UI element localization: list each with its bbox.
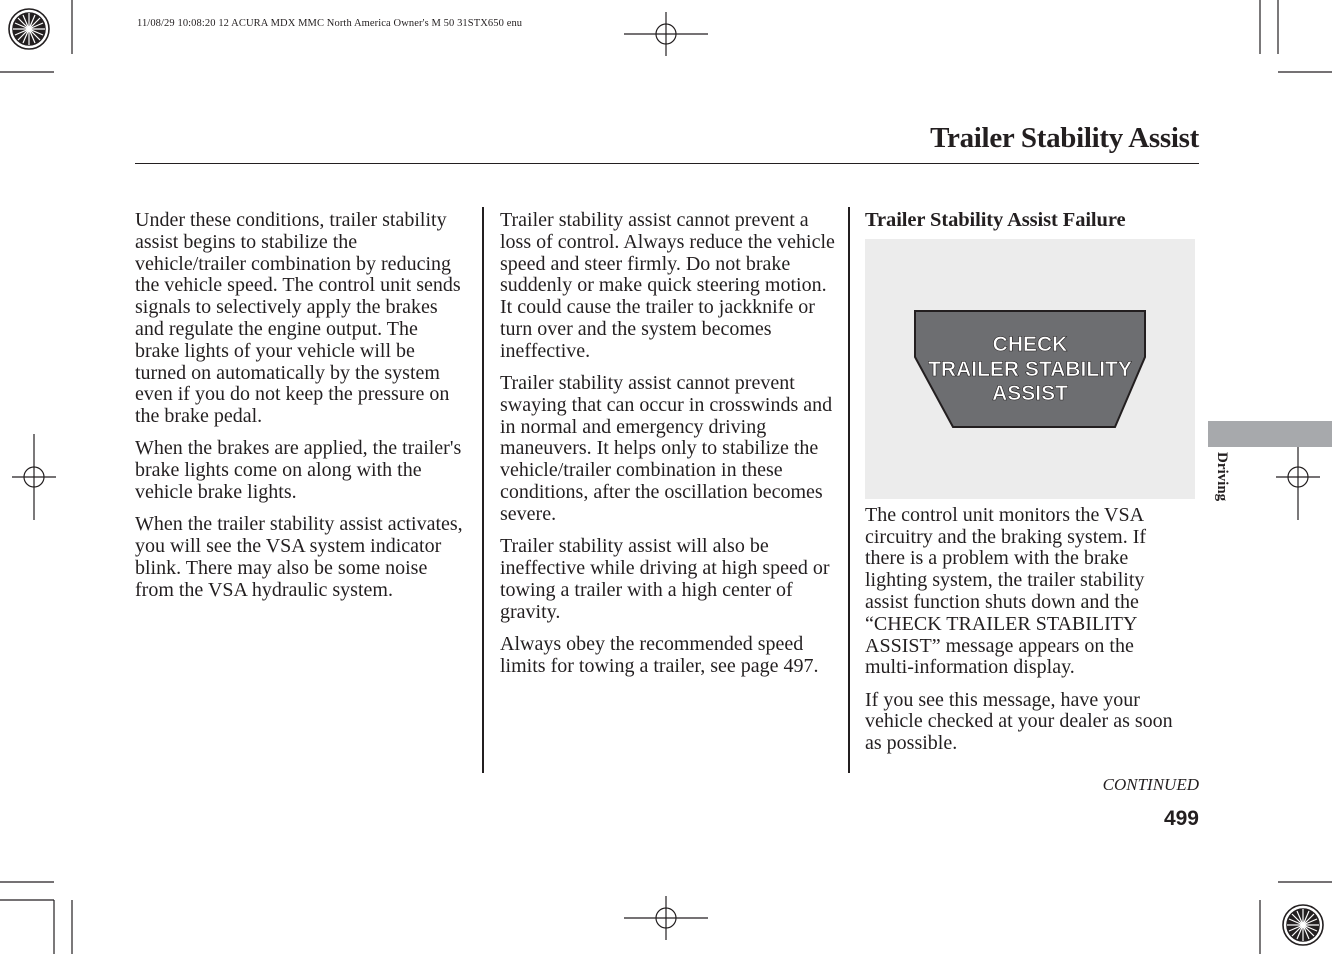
paragraph: If you see this message, have your vehicle checked at your dealer as soon as possible. [865,688,1173,755]
print-header: 11/08/29 10:08:20 12 ACURA MDX MMC North America Owner's M 50 31STX650 enu [137,18,523,29]
paragraph: Trailer stability assist cannot prevent a loss of control. Always reduce the vehicle speed and steer firmly. Do not brake suddenly or make quick steering motion. It could cause the trailer to jackknife or turn over and the system becomes ineffective. [500,209,835,362]
display-line-1: CHECK [992,332,1068,356]
title-rule [135,163,1199,164]
paragraph: The control unit monitors the VSA circuitry and the braking system. If there is a problem with the brake lighting system, the trailer stability assist function shuts down and the “CHECK TRAILER STABILITY ASSIST” message appears on the multi-information display. [865,503,1147,679]
section-heading: Trailer Stability Assist Failure [865,209,1126,231]
paragraph: Always obey the recommended speed limits for towing a trailer, see page 497. [500,632,819,677]
side-tab [1208,421,1332,447]
multi-info-display [865,239,1195,499]
paragraph: Under these conditions, trailer stability assist begins to stabilize the vehicle/trailer combination by reducing the vehicle speed. The control unit sends signals to selectively apply the brakes and regulate the engine output. The brake lights of your vehicle will be turned on automatically by the system even if you do not keep the pressure on the brake pedal. [135,209,461,428]
paragraph: When the brakes are applied, the trailer's brake lights come on along with the vehicle brake lights. [135,437,462,504]
continued-label: CONTINUED [1102,775,1199,794]
paragraph: Trailer stability assist will also be ineffective while driving at high speed or towing a trailer with a high center of gravity. [500,535,830,623]
display-line-3: ASSIST [992,381,1068,405]
column-divider-2 [848,207,850,773]
page-number: 499 [1163,807,1199,830]
column-2 [500,210,836,688]
side-tab-label: Driving [1214,452,1230,502]
column-1 [135,210,465,612]
page-title: Trailer Stability Assist [930,122,1199,154]
column-3 [865,210,1187,766]
display-illustration [865,239,1195,499]
column-divider-1 [482,207,484,773]
display-line-2: TRAILER STABILITY [928,357,1132,381]
paragraph: Trailer stability assist cannot prevent swaying that can occur in crosswinds and in normal and emergency driving maneuvers. It helps only to stabilize the vehicle/trailer combination in these conditions, after the oscillation becomes severe. [500,372,833,525]
paragraph: When the trailer stability assist activates, you will see the VSA system indicator blink. There may also be some noise from the VSA hydraulic system. [135,513,463,601]
